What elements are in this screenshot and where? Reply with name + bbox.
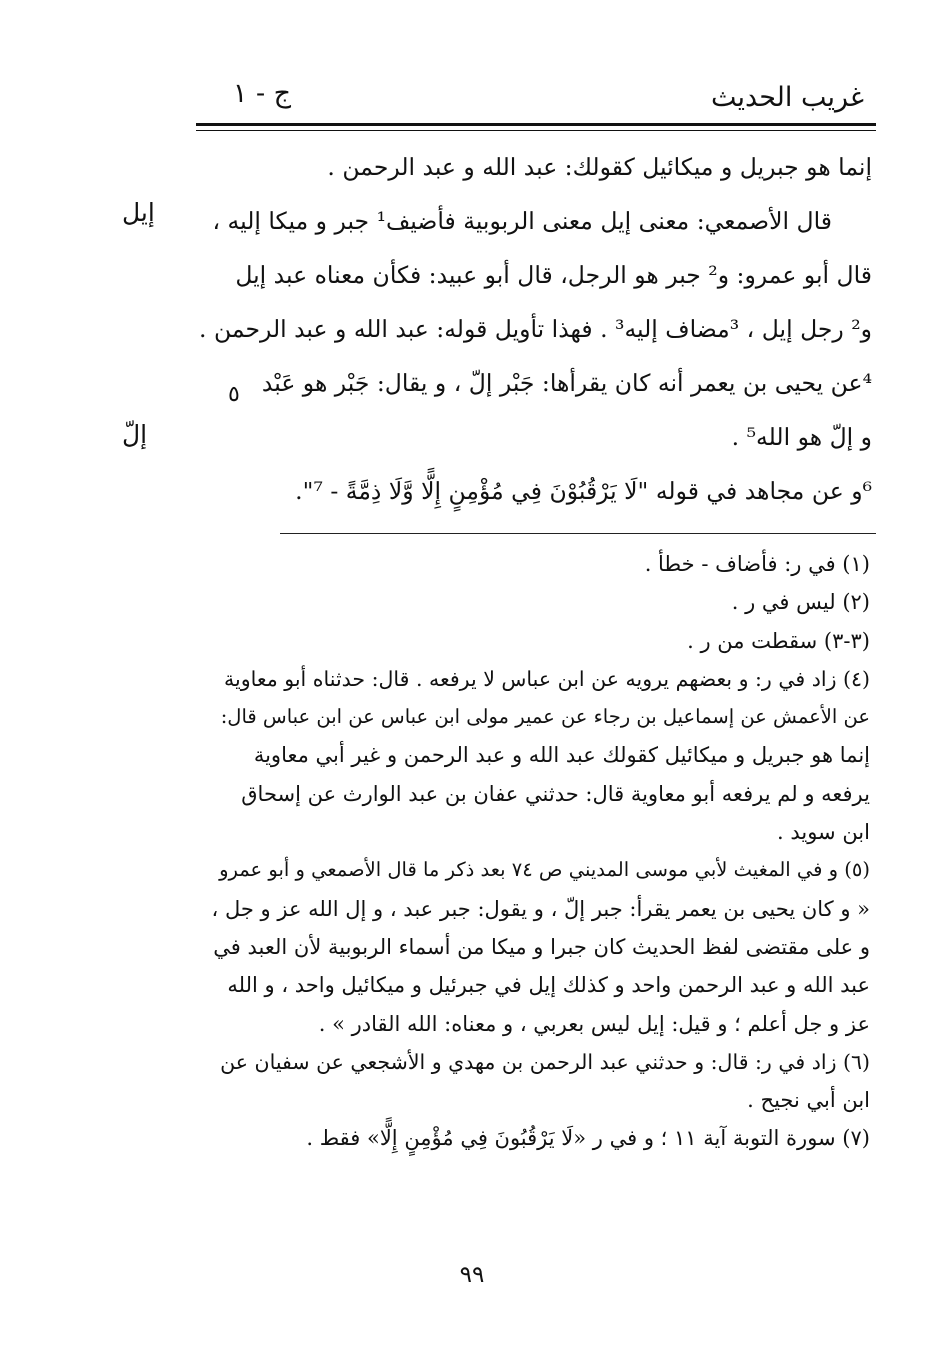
footnote-line: (٥) و في المغيث لأبي موسى المديني ص ٧٤ بعد ذكر ما قال الأصمعي و أبو عمرو <box>219 858 870 882</box>
footnote-line: إنما هو جبريل و ميكائيل كقولك عبد الله و عبد الرحمن و غير أبي معاوية <box>253 743 870 768</box>
footnote-line: (٧) سورة التوبة آية ١١ ؛ و في ر «لَا يَرْقُبُونَ فِي مُؤْمِنٍ إِلًّا» فقط . <box>306 1126 870 1151</box>
running-title: غريب الحديث <box>711 82 864 113</box>
main-line: و² رجل إيل ، ³مضاف إليه³ . فهذا تأويل قوله: عبد الله و عبد الرحمن . <box>199 315 872 343</box>
footnote-line: و على مقتضى لفظ الحديث كان جبرا و ميكا من أسماء الربوبية لأن العبد في <box>213 934 870 959</box>
main-line: قال أبو عمرو: و² جبر هو الرجل، قال أبو عبيد: فكأن معناه عبد إيل <box>235 261 872 289</box>
footnote-line: (٣-٣) سقطت من ر . <box>687 628 870 653</box>
main-text <box>192 140 872 518</box>
footnote-line: ابن أبي نجيح . <box>747 1088 870 1113</box>
header-rule-thin <box>196 130 876 131</box>
footnote-line: (٤) زاد في ر: و بعضهم يرويه عن ابن عباس لا يرفعه . قال: حدثناه أبو معاوية <box>224 666 870 691</box>
footnote-line: (١) في ر: فأضاف - خطأ . <box>644 552 870 576</box>
footnote-line: عز و جل أعلم ؛ و قيل: إيل ليس بعربي ، و معناه: الله القادر » . <box>318 1011 870 1036</box>
margin-gloss-il: إيل <box>122 198 155 227</box>
footnote-line: (٦) زاد في ر: قال: و حدثني عبد الرحمن بن مهدي و الأشجعي عن سفيان عن <box>220 1049 870 1074</box>
main-line: ⁶و عن مجاهد في قوله "لَا يَرْقُبُوْنَ فِي مُؤْمِنٍ إِلًّا وَّلَا ذِمَّةً - ⁷". <box>295 477 872 505</box>
footnotes <box>210 545 870 1158</box>
main-line: و إلّ هو الله⁵ . <box>731 423 872 451</box>
main-line: ⁴عن يحيى بن يعمر أنه كان يقرأها: جَبْر إلّ ، و يقال: جَبْر هو عَبْد <box>261 369 872 397</box>
header-rule-thick <box>196 123 876 126</box>
footnote-line: يرفعه و لم يرفعه أبو معاوية قال: حدثني عفان بن عبد الوارث عن إسحاق <box>241 781 870 806</box>
footnote-line: ابن سويد . <box>776 820 870 845</box>
footnote-line: عن الأعمش عن إسماعيل بن رجاء عن عمير مولى ابن عباس عن ابن عباس قال: <box>220 705 870 729</box>
main-line: إنما هو جبريل و ميكائيل كقولك: عبد الله و عبد الرحمن . <box>327 153 872 181</box>
main-line: قال الأصمعي: معنى إيل معنى الربوبية فأضيف¹ جبر و ميكا إليه ، <box>212 207 832 235</box>
footnote-line: « و كان يحيى بن يعمر يقرأ: جبر إلّ ، و يقول: جبر عبد ، و إل الله عز و جل ، <box>211 896 870 921</box>
line-number: ٥ <box>228 382 240 407</box>
footnote-separator <box>280 533 876 534</box>
footnote-line: (٢) ليس في ر . <box>731 590 870 615</box>
volume-label: ج - ١ <box>232 78 292 109</box>
footnote-line: عبد الله و عبد الرحمن واحد و كذلك إيل في جبرئيل و ميكائيل واحد ، و الله <box>227 973 870 998</box>
page-number: ٩٩ <box>459 1262 485 1288</box>
margin-gloss-ill: إلّ <box>122 420 148 449</box>
